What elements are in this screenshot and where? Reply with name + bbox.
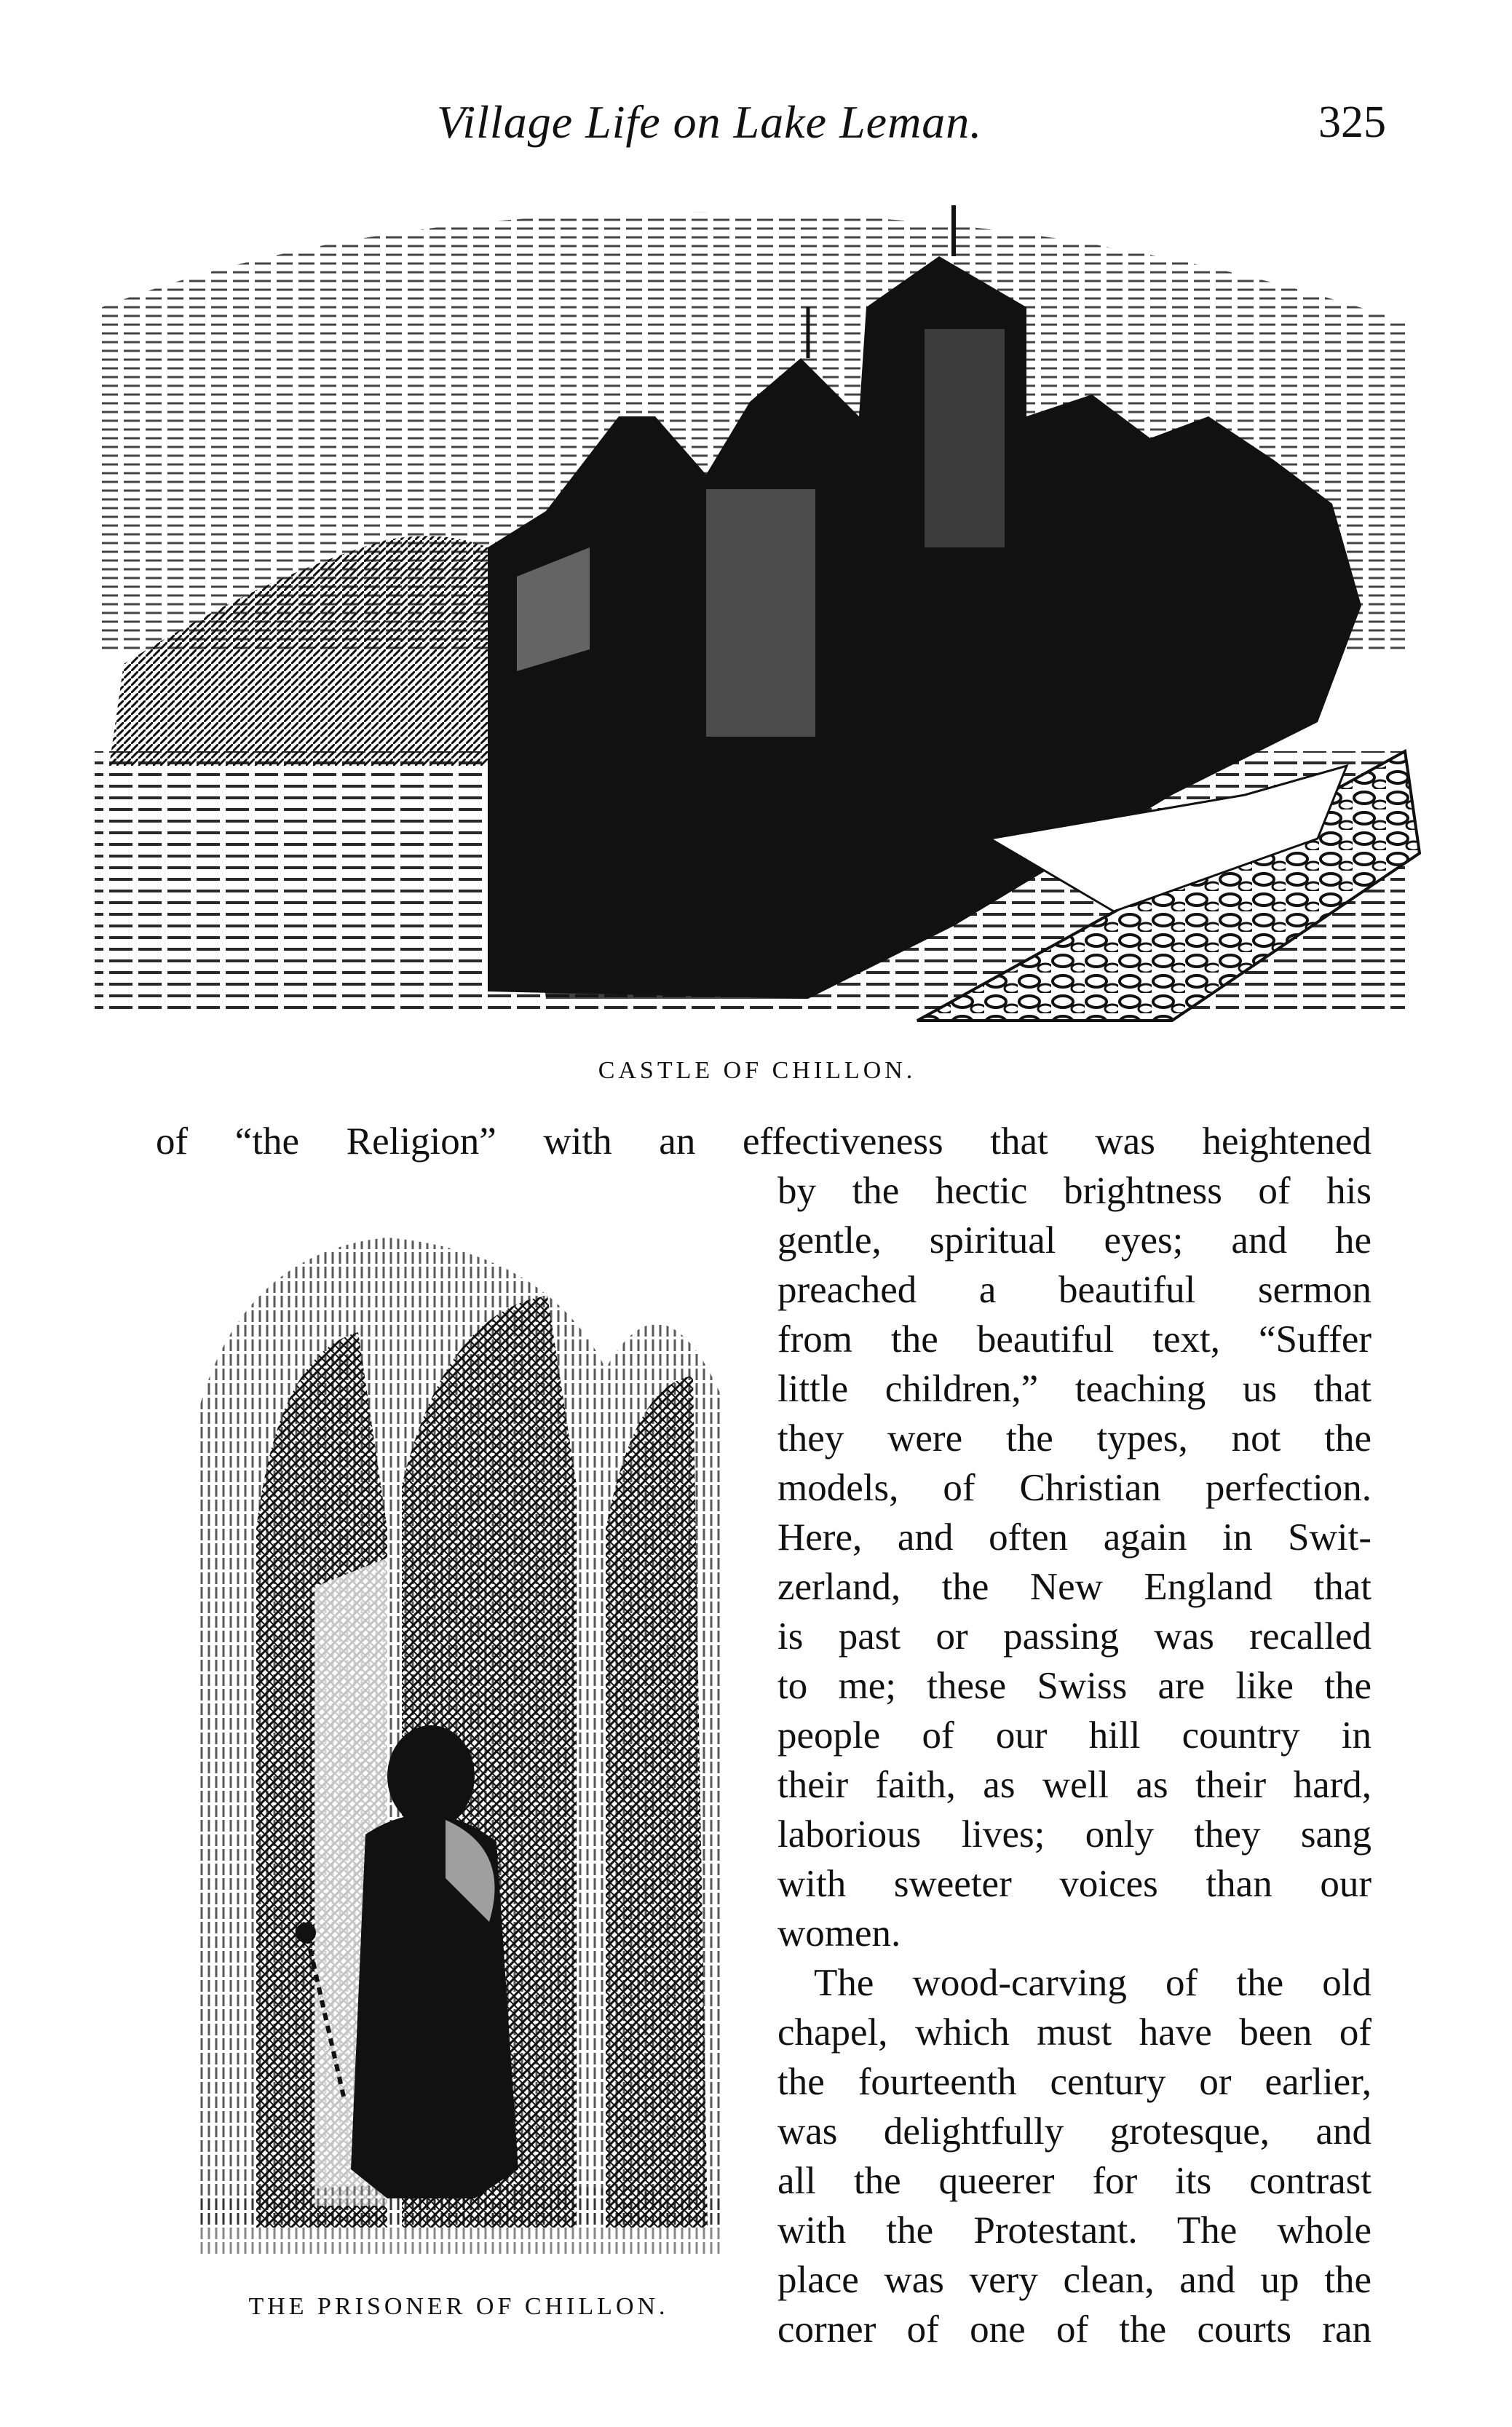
body-line: from the beautiful text, “Suffer [777, 1318, 1372, 1361]
body-line: is past or passing was recalled [777, 1615, 1372, 1658]
page-number: 325 [1318, 98, 1386, 147]
body-line: of “the Religion” with an effectiveness that was heightened [156, 1120, 1372, 1163]
body-line: with the Protestant. The whole [777, 2209, 1372, 2252]
body-line: zerland, the New England that [777, 1566, 1372, 1608]
body-line: with sweeter voices than our [777, 1863, 1372, 1905]
body-line: preached a beautiful sermon [777, 1269, 1372, 1311]
body-line: chapel, which must have been of [777, 2011, 1372, 2054]
body-line: little children,” teaching us that [777, 1368, 1372, 1410]
body-line: women. [777, 1912, 901, 1955]
body-line: to me; these Swiss are like the [777, 1665, 1372, 1707]
body-line: Here, and often again in Swit- [777, 1516, 1372, 1559]
castle-caption: CASTLE OF CHILLON. [598, 1057, 917, 1084]
body-line: the fourteenth century or earlier, [777, 2061, 1372, 2103]
castle-engraving-icon [80, 198, 1427, 1022]
body-line: laborious lives; only they sang [777, 1813, 1372, 1856]
body-line: was delightfully grotesque, and [777, 2110, 1372, 2153]
body-line: all the queerer for its contrast [777, 2160, 1372, 2202]
prisoner-engraving-icon [169, 1223, 744, 2278]
body-line-indent: The wood-carving of the old [814, 1962, 1372, 2004]
running-title: Village Life on Lake Leman. [437, 96, 983, 148]
body-line: people of our hill country in [777, 1714, 1372, 1757]
castle-of-chillon-illustration [80, 198, 1427, 1022]
body-line: they were the types, not the [777, 1417, 1372, 1460]
body-line: their faith, as well as their hard, [777, 1764, 1372, 1806]
body-line: place was very clean, and up the [777, 2259, 1372, 2301]
body-line: models, of Christian perfection. [777, 1467, 1372, 1509]
prisoner-caption: THE PRISONER OF CHILLON. [248, 2293, 669, 2320]
prisoner-of-chillon-illustration [169, 1223, 744, 2278]
body-line: corner of one of the courts ran [777, 2308, 1372, 2351]
body-line: gentle, spiritual eyes; and he [777, 1219, 1372, 1262]
body-line: by the hectic brightness of his [777, 1170, 1372, 1212]
